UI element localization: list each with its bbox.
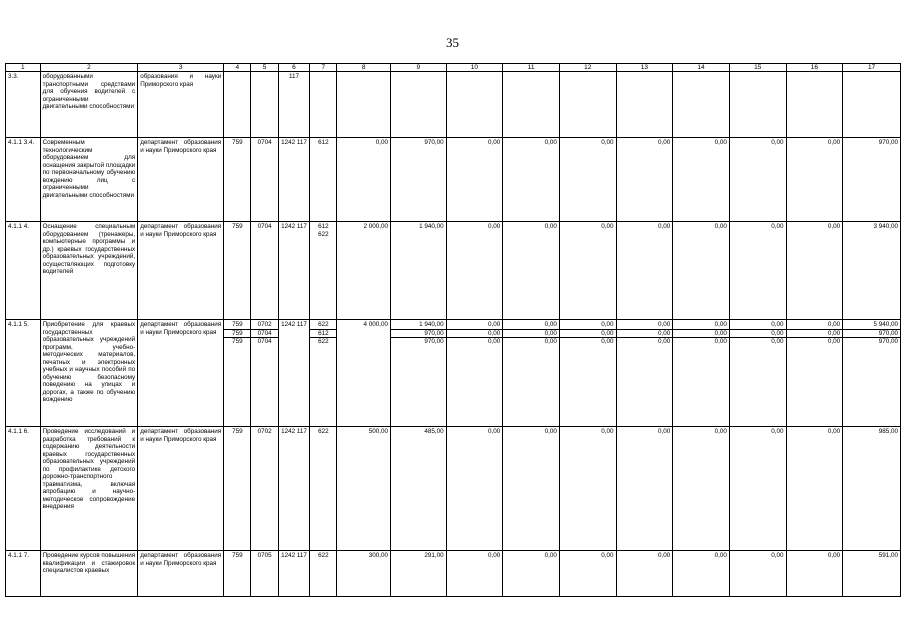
cell-c6: 1242 117 [278,138,309,222]
sub-value: 0,00 [487,338,501,345]
cell-c13 [616,320,673,427]
cell-c8: 4 000,00 [337,320,391,427]
column-header: 12 [559,64,616,72]
column-header: 11 [503,64,560,72]
cell-c14: 0,00 [673,138,730,222]
cell-c8 [337,72,391,138]
cell-c16: 0,00 [786,138,843,222]
table-row [6,551,901,597]
table-row [6,427,901,551]
cell-c8: 0,00 [337,138,391,222]
cell-c7: 612 622 [310,222,337,320]
sub-value: 0,00 [503,321,559,330]
cell-c9 [390,320,446,427]
cell-c7 [310,72,337,138]
cell-c7: 622 [310,427,337,551]
cell-c5 [251,72,278,138]
sub-value: 759 [224,321,250,330]
sub-value: 759 [232,338,243,345]
cell-c5: 0702 [251,427,278,551]
cell-c9: 291,00 [390,551,446,597]
column-header: 15 [729,64,786,72]
cell-c4 [224,320,251,427]
item-description: Современным технологическим оборудованием для оснащения закрытой площадки по первоначальному обучению вождению лиц с ограниченными двигательными способностями [40,138,138,222]
sub-value: 1 940,00 [391,321,446,330]
cell-c12 [559,320,616,427]
sub-value: 0,00 [447,330,503,339]
cell-c17: 985,00 [843,427,901,551]
cell-c16: 0,00 [786,551,843,597]
cell-c10: 0,00 [446,551,503,597]
item-executor: образования и науки Приморского края [138,72,224,138]
cell-c5 [251,320,278,427]
sub-value: 5 940,00 [843,321,900,330]
sub-value: 0,00 [544,338,557,345]
cell-c9: 485,00 [390,427,446,551]
cell-c9 [390,72,446,138]
sub-value: 0,00 [787,330,843,339]
sub-value: 0,00 [730,330,786,339]
sub-value: 0704 [257,338,272,345]
cell-c11 [503,320,560,427]
cell-c15: 0,00 [729,551,786,597]
cell-c16 [786,320,843,427]
cell-c11 [503,72,560,138]
cell-c12 [559,72,616,138]
sub-value: 0,00 [560,321,616,330]
cell-c11: 0,00 [503,427,560,551]
sub-value: 0,00 [714,338,727,345]
item-number: 4.1.1 5. [6,320,41,427]
cell-c4: 759 [224,551,251,597]
cell-c13: 0,00 [616,551,673,597]
column-header: 14 [673,64,730,72]
sub-value: 0,00 [730,321,786,330]
item-description: Приобретение для краевых государственных образовательных учреждений программ, учебно-методических материалов, печатных и электронных учебных и научных пособий по обучению безопасному поведению на улицах и дорогах, а также по обучению вождению [40,320,138,427]
cell-c14: 0,00 [673,551,730,597]
cell-c10 [446,72,503,138]
sub-value: 612 [310,330,336,339]
cell-c17: 3 940,00 [843,222,901,320]
sub-value: 970,00 [878,338,898,345]
cell-c11: 0,00 [503,551,560,597]
sub-value: 0,00 [673,330,729,339]
item-number: 4.1.1 3.4. [6,138,41,222]
sub-value: 0,00 [771,338,784,345]
header-row [6,64,901,72]
cell-c15 [729,72,786,138]
sub-value: 0,00 [827,338,841,345]
cell-c15 [729,320,786,427]
cell-c6: 117 [278,72,309,138]
column-header: 8 [337,64,391,72]
cell-c16: 0,00 [786,222,843,320]
item-description: Оснащение специальным оборудованием (тренажеры, компьютерные программы и др.) краевых государственных образовательных учреждений, осуществляющих подготовку водителей [40,222,138,320]
item-number: 4.1.1 7. [6,551,41,597]
item-description: оборудованными транспортными средствами для обучения водителей с ограниченными двигательными способностями [40,72,138,138]
column-header: 4 [224,64,251,72]
item-number: 4.1.1 4. [6,222,41,320]
sub-value: 970,00 [843,330,900,339]
cell-c8: 300,00 [337,551,391,597]
cell-c14: 0,00 [673,222,730,320]
sub-value: 0,00 [673,321,729,330]
cell-c12: 0,00 [559,427,616,551]
cell-c4 [224,72,251,138]
cell-c5: 0704 [251,138,278,222]
item-executor: департамент образования и науки Приморского края [138,551,224,597]
column-header: 10 [446,64,503,72]
cell-c14: 0,00 [673,427,730,551]
column-header: 5 [251,64,278,72]
sub-value: 0,00 [617,321,673,330]
item-description: Проведение исследований и разработка требований к содержанию деятельности краевых государственных образовательных учреждений по профилактике детского дорожно-транспортного травматизма, включая апробацию и научно-методическое сопровождение внедрения [40,427,138,551]
sub-value: 622 [310,321,336,330]
cell-c11: 0,00 [503,222,560,320]
sub-value: 0,00 [617,330,673,339]
column-header: 6 [278,64,309,72]
cell-c14 [673,320,730,427]
cell-c17: 591,00 [843,551,901,597]
cell-c7: 622 [310,551,337,597]
cell-c12: 0,00 [559,138,616,222]
cell-c13: 0,00 [616,427,673,551]
column-header: 16 [786,64,843,72]
item-number: 4.1.1 6. [6,427,41,551]
cell-c10: 0,00 [446,427,503,551]
cell-c6: 1242 117 [278,551,309,597]
item-executor: департамент образования и науки Приморского края [138,320,224,427]
table-row [6,222,901,320]
sub-value: 0704 [251,330,277,339]
column-header: 2 [40,64,138,72]
cell-c16: 0,00 [786,427,843,551]
cell-c13 [616,72,673,138]
cell-c8: 2 000,00 [337,222,391,320]
cell-c9: 1 940,00 [390,222,446,320]
cell-c11: 0,00 [503,138,560,222]
cell-c5: 0704 [251,222,278,320]
item-number: 3.3. [6,72,41,138]
cell-c12: 0,00 [559,222,616,320]
cell-c10: 0,00 [446,222,503,320]
item-description: Проведение курсов повышения квалификации и стажировок специалистов краевых [40,551,138,597]
sub-value: 0,00 [601,338,614,345]
cell-c15: 0,00 [729,222,786,320]
cell-c16 [786,72,843,138]
cell-c7: 612 [310,138,337,222]
column-header: 1 [6,64,41,72]
cell-c4: 759 [224,138,251,222]
cell-c15: 0,00 [729,138,786,222]
cell-c4: 759 [224,427,251,551]
sub-value: 0,00 [503,330,559,339]
column-header: 9 [390,64,446,72]
item-executor: департамент образования и науки Приморского края [138,427,224,551]
cell-c10: 0,00 [446,138,503,222]
cell-c9: 970,00 [390,138,446,222]
item-executor: департамент образования и науки Приморского края [138,222,224,320]
cell-c12: 0,00 [559,551,616,597]
cell-c17 [843,72,901,138]
table-row [6,320,901,427]
cell-c5: 0705 [251,551,278,597]
cell-c6: 1242 117 [278,320,309,427]
cell-c8: 500,00 [337,427,391,551]
cell-c6: 1242 117 [278,222,309,320]
cell-c13: 0,00 [616,222,673,320]
sub-value: 0,00 [657,338,671,345]
cell-c14 [673,72,730,138]
sub-value: 759 [224,330,250,339]
column-header: 7 [310,64,337,72]
sub-value: 0702 [251,321,277,330]
sub-value: 0,00 [560,330,616,339]
cell-c7 [310,320,337,427]
cell-c6: 1242 117 [278,427,309,551]
cell-c17: 970,00 [843,138,901,222]
sub-value: 622 [318,338,329,345]
budget-table [5,63,901,597]
column-header: 3 [138,64,224,72]
item-executor: департамент образования и науки Приморского края [138,138,224,222]
table-row [6,72,901,138]
column-header: 17 [843,64,901,72]
cell-c4: 759 [224,222,251,320]
column-header: 13 [616,64,673,72]
sub-value: 970,00 [424,338,444,345]
table-row [6,138,901,222]
sub-value: 970,00 [391,330,446,339]
cell-c10 [446,320,503,427]
sub-value: 0,00 [447,321,503,330]
page-number: 35 [446,35,459,50]
cell-c17 [843,320,901,427]
cell-c13: 0,00 [616,138,673,222]
cell-c15: 0,00 [729,427,786,551]
sub-value: 0,00 [787,321,843,330]
